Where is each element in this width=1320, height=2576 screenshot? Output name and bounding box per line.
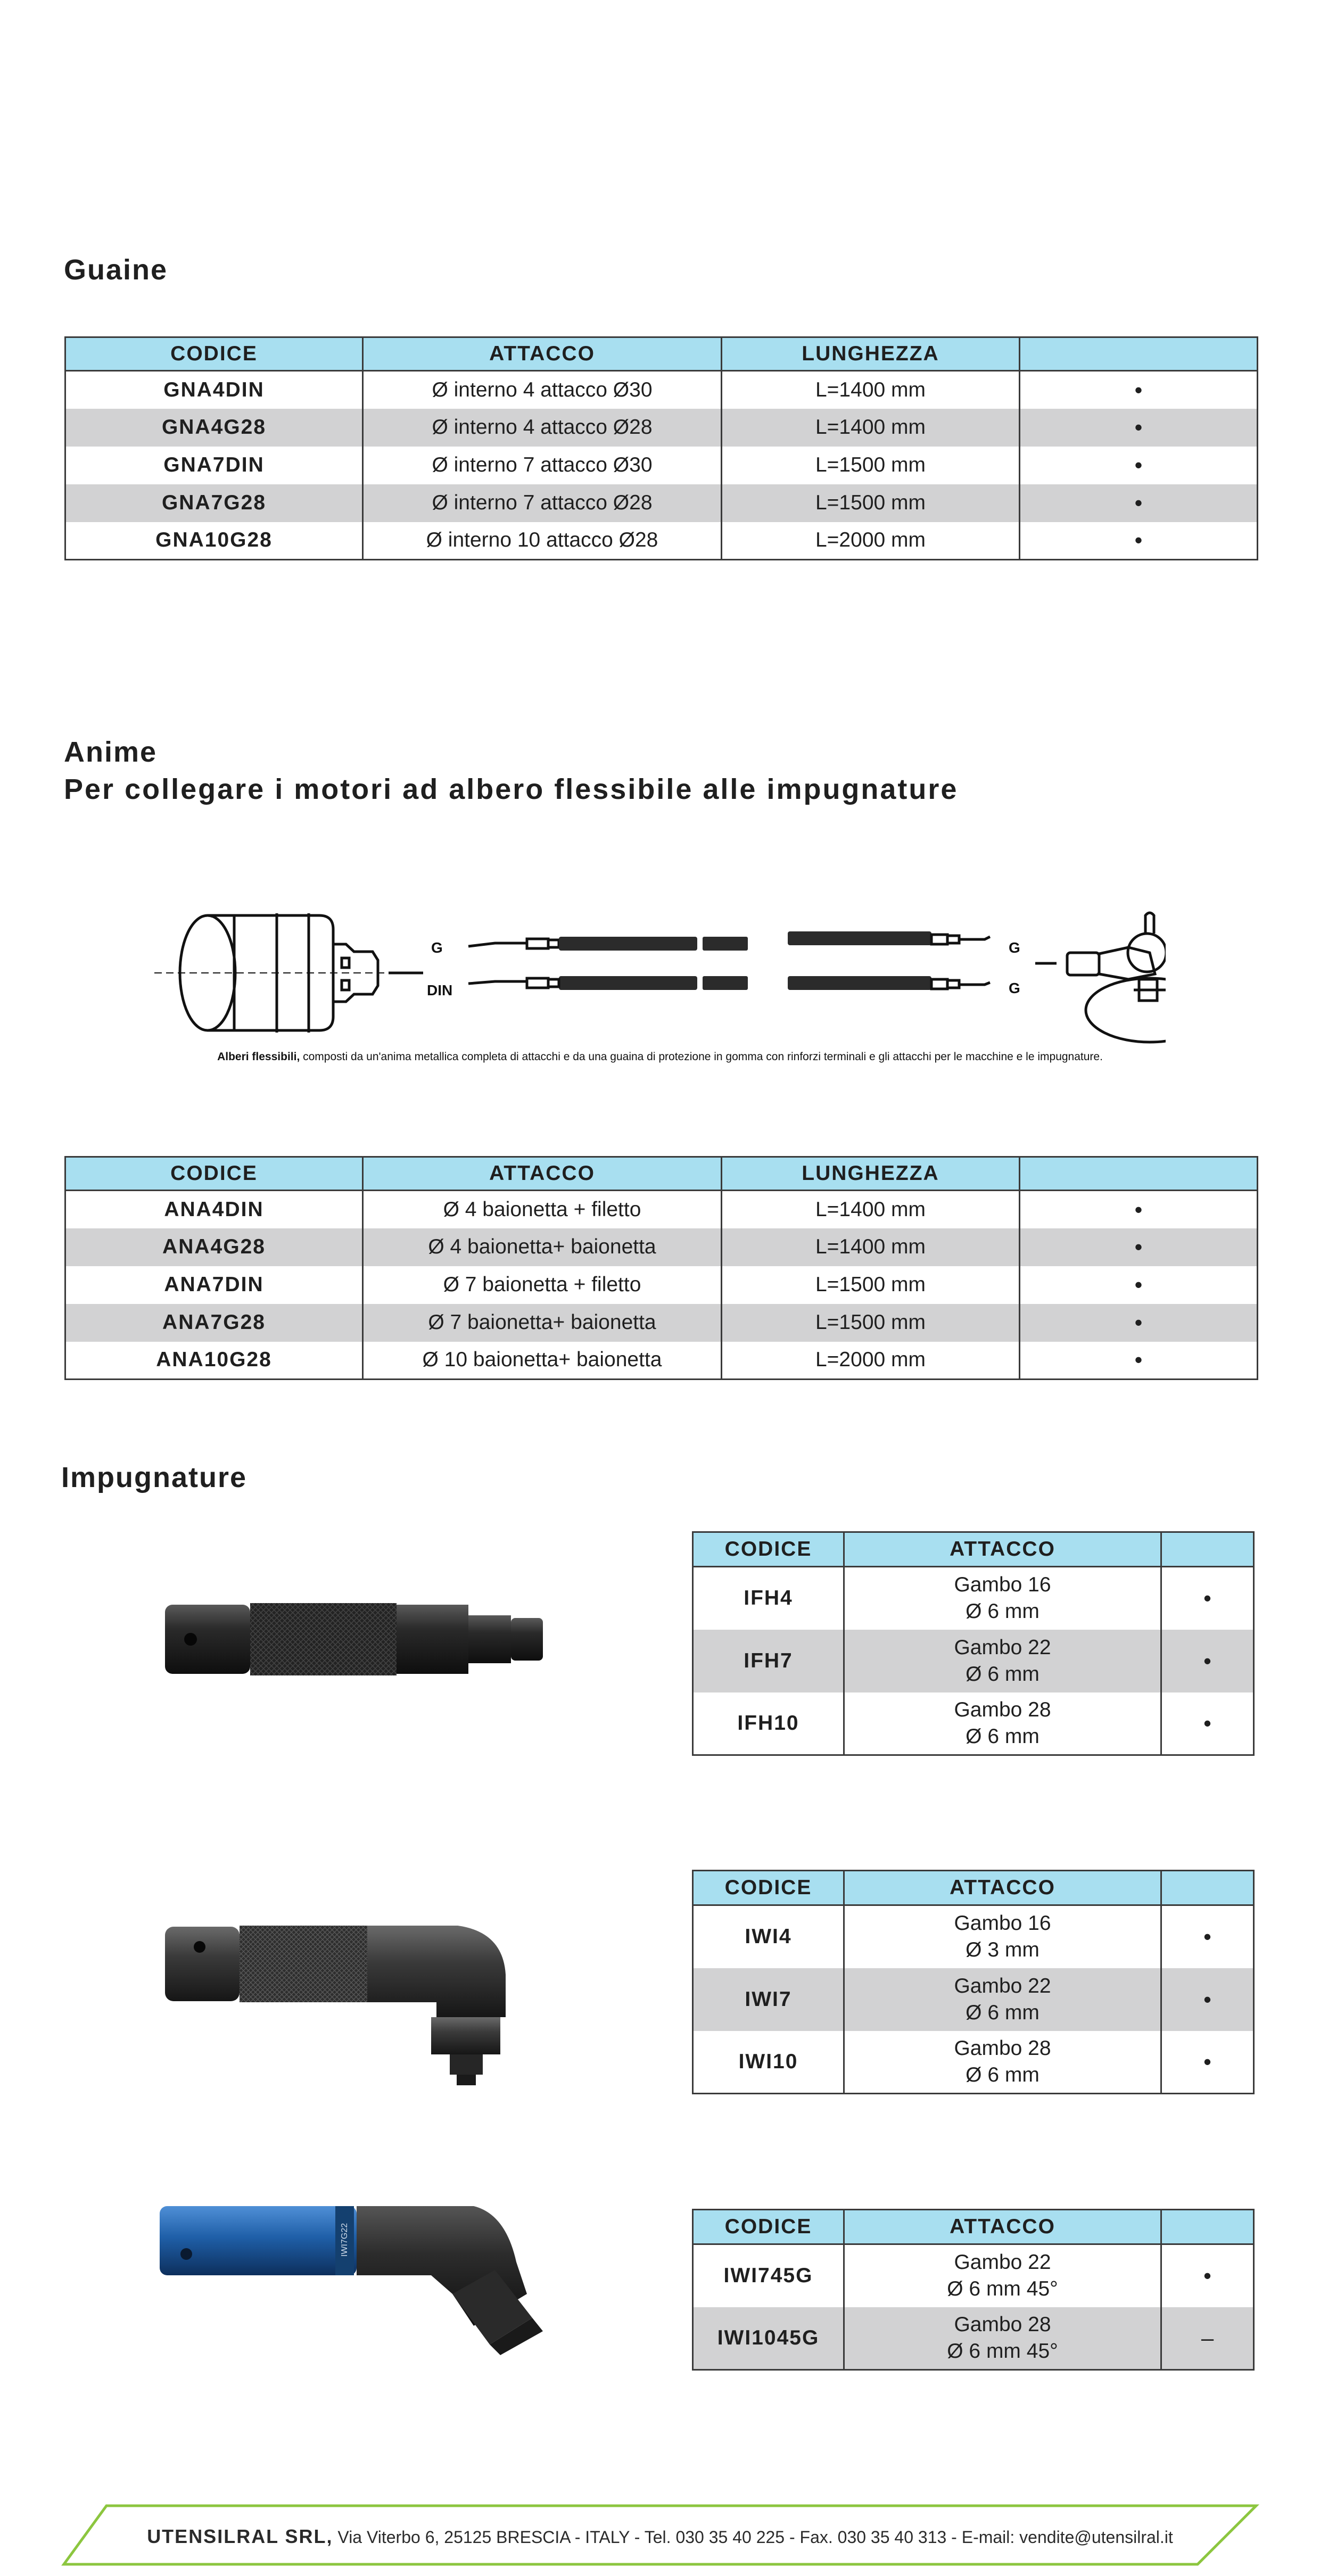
table-row <box>65 522 1258 560</box>
attacco-line-2: Ø 6 mm <box>966 1600 1040 1623</box>
cell-code: GNA4DIN <box>65 371 363 409</box>
cell-availability: • <box>1020 1266 1258 1304</box>
table-row <box>65 1266 1258 1304</box>
cell-length: L=1400 mm <box>722 1191 1020 1228</box>
cell-length: L=1500 mm <box>722 484 1020 522</box>
cell-attacco <box>844 1567 1161 1630</box>
col-header-codice: CODICE <box>65 1157 363 1191</box>
cell-length: L=1400 mm <box>722 1228 1020 1266</box>
cell-availability: • <box>1020 409 1258 447</box>
cell-code: GNA4G28 <box>65 409 363 447</box>
diagram-caption <box>217 1051 1103 1063</box>
cell-attacco: Ø 7 baionetta + filetto <box>363 1266 722 1304</box>
cell-code: IWI745G <box>693 2244 844 2307</box>
table-row <box>693 1567 1254 1630</box>
attacco-line-1: Gambo 28 <box>954 2036 1051 2060</box>
cell-availability: • <box>1020 371 1258 409</box>
col-header-availability <box>1020 1157 1258 1191</box>
cell-code: IWI7 <box>693 1968 844 2031</box>
attacco-line-1: Gambo 16 <box>954 1573 1051 1597</box>
table-row <box>65 484 1258 522</box>
table-row <box>693 2244 1254 2307</box>
cell-length: L=1400 mm <box>722 371 1020 409</box>
cell-availability: • <box>1020 522 1258 560</box>
cell-code: ANA7G28 <box>65 1304 363 1342</box>
cell-availability: • <box>1161 1692 1254 1755</box>
col-header-codice: CODICE <box>693 2210 844 2244</box>
diagram-label-din-left: DIN <box>427 982 453 998</box>
cell-code: IWI4 <box>693 1905 844 1968</box>
table-row <box>65 409 1258 447</box>
col-header-availability <box>1161 1532 1254 1567</box>
table-header-row <box>65 1157 1258 1191</box>
col-header-availability <box>1161 2210 1254 2244</box>
col-header-attacco: ATTACCO <box>363 337 722 371</box>
attacco-line-2: Ø 6 mm <box>966 1724 1040 1748</box>
cell-availability: • <box>1161 1630 1254 1692</box>
col-header-codice: CODICE <box>693 1532 844 1567</box>
cell-code: IFH10 <box>693 1692 844 1755</box>
cell-attacco: Ø interno 10 attacco Ø28 <box>363 522 722 560</box>
cell-attacco <box>844 2244 1161 2307</box>
cell-availability: • <box>1020 447 1258 484</box>
attacco-line-1: Gambo 22 <box>954 2251 1051 2274</box>
table-row <box>693 1692 1254 1755</box>
attacco-line-2: Ø 6 mm <box>966 2001 1040 2024</box>
footer-contact <box>0 2521 1320 2553</box>
table-row <box>693 2031 1254 2094</box>
attacco-line-2: Ø 6 mm <box>966 1662 1040 1686</box>
cell-attacco: Ø interno 7 attacco Ø30 <box>363 447 722 484</box>
cell-availability: – <box>1161 2307 1254 2370</box>
cell-length: L=2000 mm <box>722 522 1020 560</box>
cell-attacco <box>844 1905 1161 1968</box>
guaine-table <box>64 336 1258 560</box>
col-header-lunghezza: LUNGHEZZA <box>722 337 1020 371</box>
handle-engraving: IWI7G22 <box>340 2223 349 2257</box>
col-header-attacco: ATTACCO <box>363 1157 722 1191</box>
angle-45-handle-image <box>154 2203 548 2363</box>
table-row <box>65 1304 1258 1342</box>
table-row <box>65 1228 1258 1266</box>
table-header-row <box>65 337 1258 371</box>
cell-availability: • <box>1020 1342 1258 1380</box>
table-header-row <box>693 2210 1254 2244</box>
cell-attacco: Ø interno 4 attacco Ø28 <box>363 409 722 447</box>
cell-availability: • <box>1020 1191 1258 1228</box>
ifh-table <box>692 1531 1255 1756</box>
cell-attacco <box>844 2031 1161 2094</box>
cell-availability: • <box>1161 1968 1254 2031</box>
table-row <box>693 2307 1254 2370</box>
cell-length: L=2000 mm <box>722 1342 1020 1380</box>
iwi45-table <box>692 2209 1255 2371</box>
cell-code: IFH7 <box>693 1630 844 1692</box>
impugnature-title: Impugnature <box>61 1462 248 1493</box>
diagram-caption-rest: composti da un'anima metallica completa di attacchi e da una guaina di protezione in gomma con rinforzi terminali e gli attacchi per le macchine e le impugnature. <box>300 1051 1103 1063</box>
diagram-label-g-right-top: G <box>1009 939 1020 956</box>
cell-availability: • <box>1161 2031 1254 2094</box>
table-header-row <box>693 1871 1254 1905</box>
table-row <box>65 1191 1258 1228</box>
anime-subtitle: Per collegare i motori ad albero flessibile alle impugnature <box>64 773 959 805</box>
cell-availability: • <box>1161 2244 1254 2307</box>
table-row <box>65 371 1258 409</box>
table-row <box>693 1905 1254 1968</box>
cell-code: GNA7DIN <box>65 447 363 484</box>
cell-attacco: Ø 4 baionetta+ baionetta <box>363 1228 722 1266</box>
straight-handle-image <box>160 1591 554 1687</box>
attacco-line-2: Ø 3 mm <box>966 1938 1040 1962</box>
diagram-caption-bold: Alberi flessibili, <box>217 1051 300 1063</box>
cell-code: ANA7DIN <box>65 1266 363 1304</box>
cell-attacco <box>844 1630 1161 1692</box>
cell-attacco <box>844 1692 1161 1755</box>
cell-code: IFH4 <box>693 1567 844 1630</box>
cell-availability: • <box>1020 484 1258 522</box>
table-row <box>65 447 1258 484</box>
col-header-attacco: ATTACCO <box>844 1871 1161 1905</box>
cell-code: GNA7G28 <box>65 484 363 522</box>
cell-availability: • <box>1020 1304 1258 1342</box>
col-header-attacco: ATTACCO <box>844 2210 1161 2244</box>
cell-attacco: Ø interno 7 attacco Ø28 <box>363 484 722 522</box>
cell-attacco: Ø interno 4 attacco Ø30 <box>363 371 722 409</box>
attacco-line-1: Gambo 28 <box>954 2313 1051 2336</box>
cell-code: ANA4DIN <box>65 1191 363 1228</box>
cell-code: GNA10G28 <box>65 522 363 560</box>
cell-length: L=1500 mm <box>722 1304 1020 1342</box>
cell-code: ANA10G28 <box>65 1342 363 1380</box>
table-row <box>693 1968 1254 2031</box>
attacco-line-1: Gambo 16 <box>954 1912 1051 1935</box>
cell-length: L=1400 mm <box>722 409 1020 447</box>
cell-code: IWI10 <box>693 2031 844 2094</box>
flexible-shaft-diagram <box>154 894 1166 1070</box>
diagram-label-g-left: G <box>431 939 443 956</box>
angle-handle-image <box>160 1911 532 2086</box>
diagram-label-g-right-bottom: G <box>1009 980 1020 996</box>
cell-length: L=1500 mm <box>722 447 1020 484</box>
cell-length: L=1500 mm <box>722 1266 1020 1304</box>
footer-details: Via Viterbo 6, 25125 BRESCIA - ITALY - Tel. 030 35 40 225 - Fax. 030 35 40 313 - E-mail: vendite@utensilral.it <box>333 2528 1173 2547</box>
attacco-line-1: Gambo 22 <box>954 1636 1051 1659</box>
attacco-line-1: Gambo 22 <box>954 1974 1051 1997</box>
col-header-availability <box>1020 337 1258 371</box>
col-header-lunghezza: LUNGHEZZA <box>722 1157 1020 1191</box>
col-header-availability <box>1161 1871 1254 1905</box>
cell-attacco: Ø 10 baionetta+ baionetta <box>363 1342 722 1380</box>
cell-attacco <box>844 2307 1161 2370</box>
table-row <box>65 1342 1258 1380</box>
cell-availability: • <box>1161 1567 1254 1630</box>
iwi-table <box>692 1870 1255 2094</box>
cell-code: ANA4G28 <box>65 1228 363 1266</box>
attacco-line-2: Ø 6 mm 45° <box>947 2277 1058 2301</box>
cell-code: IWI1045G <box>693 2307 844 2370</box>
footer-company: UTENSILRAL SRL, <box>147 2525 333 2547</box>
attacco-line-2: Ø 6 mm <box>966 2063 1040 2086</box>
col-header-attacco: ATTACCO <box>844 1532 1161 1567</box>
table-header-row <box>693 1532 1254 1567</box>
col-header-codice: CODICE <box>65 337 363 371</box>
anime-title: Anime <box>64 736 158 768</box>
cell-attacco <box>844 1968 1161 2031</box>
cell-attacco: Ø 4 baionetta + filetto <box>363 1191 722 1228</box>
cell-availability: • <box>1161 1905 1254 1968</box>
col-header-codice: CODICE <box>693 1871 844 1905</box>
attacco-line-2: Ø 6 mm 45° <box>947 2339 1058 2363</box>
attacco-line-1: Gambo 28 <box>954 1698 1051 1721</box>
anime-table <box>64 1156 1258 1380</box>
guaine-title: Guaine <box>64 254 168 286</box>
cell-attacco: Ø 7 baionetta+ baionetta <box>363 1304 722 1342</box>
table-row <box>693 1630 1254 1692</box>
cell-availability: • <box>1020 1228 1258 1266</box>
